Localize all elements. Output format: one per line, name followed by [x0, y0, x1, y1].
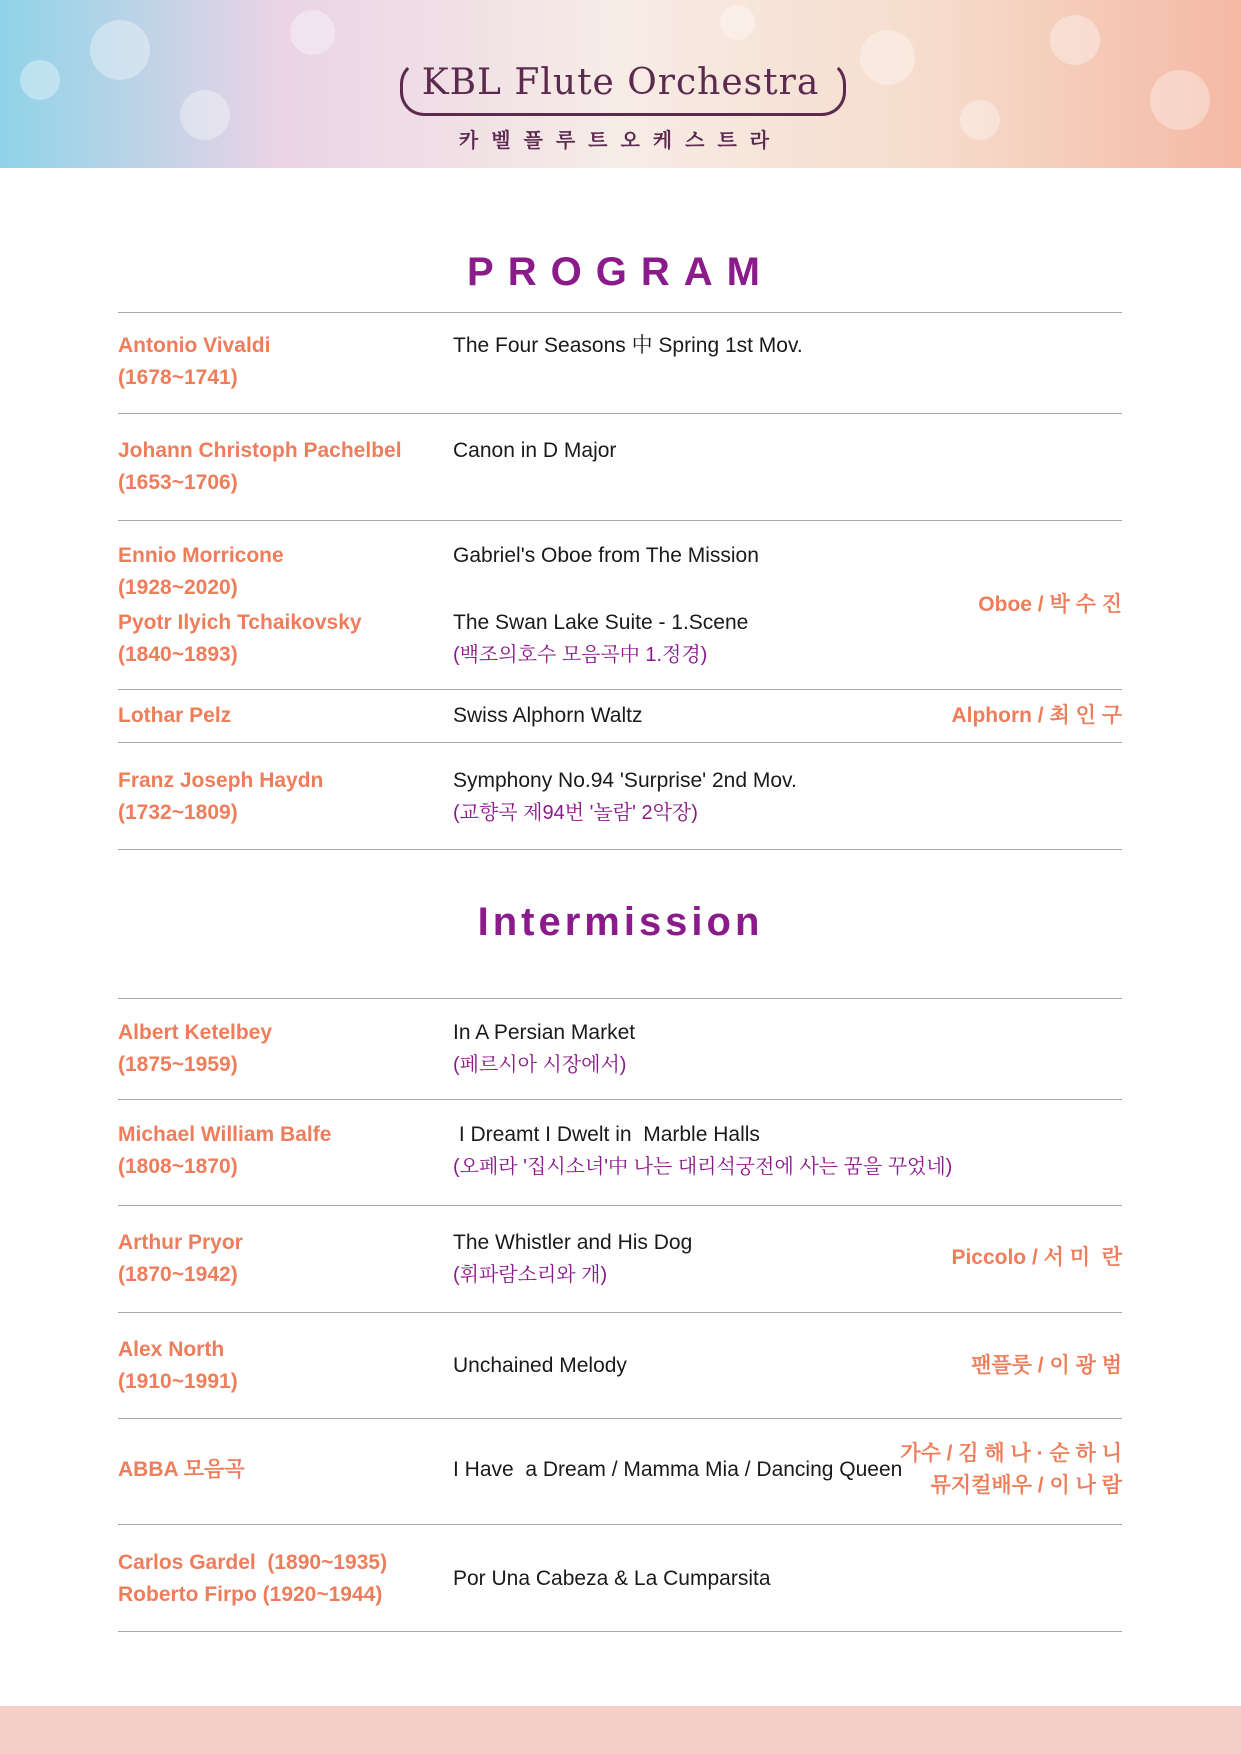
- composer-name: Michael William Balfe: [118, 1123, 332, 1146]
- work-title: Por Una Cabeza & La Cumparsita: [453, 1567, 771, 1590]
- composer-name: Lothar Pelz: [118, 704, 232, 727]
- performer-name: 팬플룻 / 이 광 범: [971, 1354, 1122, 1377]
- composer-years: (1678~1741): [118, 366, 238, 389]
- work: [453, 540, 973, 572]
- composer: [118, 700, 448, 732]
- composer: [118, 765, 448, 829]
- composer: [118, 1547, 448, 1611]
- divider: [118, 1099, 1122, 1100]
- divider: [118, 312, 1122, 313]
- composer: [118, 1454, 448, 1486]
- work-title: Canon in D Major: [453, 439, 617, 462]
- composer: [118, 435, 448, 499]
- work: [453, 330, 973, 362]
- composer: [118, 1227, 448, 1291]
- work-title-korean: (교향곡 제94번 '놀람' 2악장): [453, 802, 698, 824]
- work-title: I Have a Dream / Mamma Mia / Dancing Queen: [453, 1458, 903, 1481]
- divider: [118, 1524, 1122, 1525]
- composer: [118, 1119, 448, 1183]
- work: [453, 1563, 973, 1595]
- composer: [118, 1334, 448, 1398]
- work: [453, 435, 973, 467]
- composer-name: ABBA 모음곡: [118, 1458, 245, 1481]
- work-title: The Whistler and His Dog: [453, 1231, 693, 1254]
- performer: [842, 1350, 1122, 1382]
- composer: [118, 607, 448, 671]
- divider: [118, 689, 1122, 690]
- work: [453, 1017, 973, 1081]
- divider: [118, 520, 1122, 521]
- composer: [118, 330, 448, 394]
- work-title: Unchained Melody: [453, 1354, 627, 1377]
- work-title-korean: (오페라 '집시소녀'中 나는 대리석궁전에 사는 꿈을 꾸었네): [453, 1156, 953, 1178]
- composer-name: Carlos Gardel (1890~1935): [118, 1551, 388, 1574]
- work-title-korean: (백조의호수 모음곡中 1.정경): [453, 644, 708, 666]
- work-title: The Four Seasons 中 Spring 1st Mov.: [453, 334, 803, 357]
- composer-name: Antonio Vivaldi: [118, 334, 271, 357]
- composer-name: Alex North: [118, 1338, 225, 1361]
- divider: [118, 1205, 1122, 1206]
- divider: [118, 849, 1122, 850]
- divider: [118, 1418, 1122, 1419]
- performer: [842, 1438, 1122, 1502]
- composer: [118, 540, 448, 604]
- composer-name: Albert Ketelbey: [118, 1021, 273, 1044]
- work: [453, 1119, 973, 1183]
- header-banner: [0, 0, 1241, 168]
- work: [453, 607, 973, 671]
- footer-bar: [0, 1706, 1241, 1754]
- work-title: In A Persian Market: [453, 1021, 636, 1044]
- work-title: Gabriel's Oboe from The Mission: [453, 544, 759, 567]
- composer-name: Arthur Pryor: [118, 1231, 243, 1254]
- performer-name: Alphorn / 최 인 구: [951, 704, 1122, 727]
- bokeh-decoration: [1050, 15, 1100, 65]
- divider: [118, 1631, 1122, 1632]
- divider: [118, 413, 1122, 414]
- composer: [118, 1017, 448, 1081]
- composer-years: (1910~1991): [118, 1370, 238, 1393]
- composer-years: (1928~2020): [118, 576, 238, 599]
- program-title: PROGRAM: [467, 250, 774, 294]
- work-title-korean: (휘파람소리와 개): [453, 1264, 608, 1286]
- work-title-korean: (페르시아 시장에서): [453, 1054, 627, 1076]
- composer-name: Ennio Morricone: [118, 544, 284, 567]
- performer-name: Piccolo / 서 미 란: [951, 1246, 1122, 1269]
- composer-years: (1653~1706): [118, 471, 238, 494]
- performer-name: 뮤지컬배우 / 이 나 람: [930, 1474, 1122, 1497]
- performer-name: 가수 / 김 해 나 · 순 하 니: [900, 1442, 1122, 1465]
- composer-years: (1875~1959): [118, 1053, 238, 1076]
- composer-years: (1870~1942): [118, 1263, 238, 1286]
- composer-name: Roberto Firpo (1920~1944): [118, 1583, 383, 1606]
- performer: [842, 700, 1122, 732]
- composer-years: (1732~1809): [118, 801, 238, 824]
- logo-subtitle: 카벨플루트오케스트라: [458, 130, 783, 152]
- divider: [118, 998, 1122, 999]
- work-title: I Dreamt I Dwelt in Marble Halls: [453, 1123, 760, 1146]
- divider: [118, 1312, 1122, 1313]
- performer: [842, 1242, 1122, 1274]
- work-title: Swiss Alphorn Waltz: [453, 704, 643, 727]
- work-title: Symphony No.94 'Surprise' 2nd Mov.: [453, 769, 797, 792]
- composer-years: (1840~1893): [118, 643, 238, 666]
- work-title: The Swan Lake Suite - 1.Scene: [453, 611, 749, 634]
- divider: [118, 742, 1122, 743]
- composer-name: Franz Joseph Haydn: [118, 769, 324, 792]
- bokeh-decoration: [720, 5, 755, 40]
- composer-years: (1808~1870): [118, 1155, 238, 1178]
- composer-name: Johann Christoph Pachelbel: [118, 439, 402, 462]
- work: [453, 765, 973, 829]
- intermission-title: Intermission: [477, 900, 764, 944]
- composer-name: Pyotr Ilyich Tchaikovsky: [118, 611, 362, 634]
- bokeh-decoration: [290, 10, 335, 55]
- logo-title: KBL Flute Orchestra: [421, 62, 820, 103]
- performer-name: Oboe / 박 수 진: [978, 593, 1122, 616]
- program-item: [118, 540, 1122, 668]
